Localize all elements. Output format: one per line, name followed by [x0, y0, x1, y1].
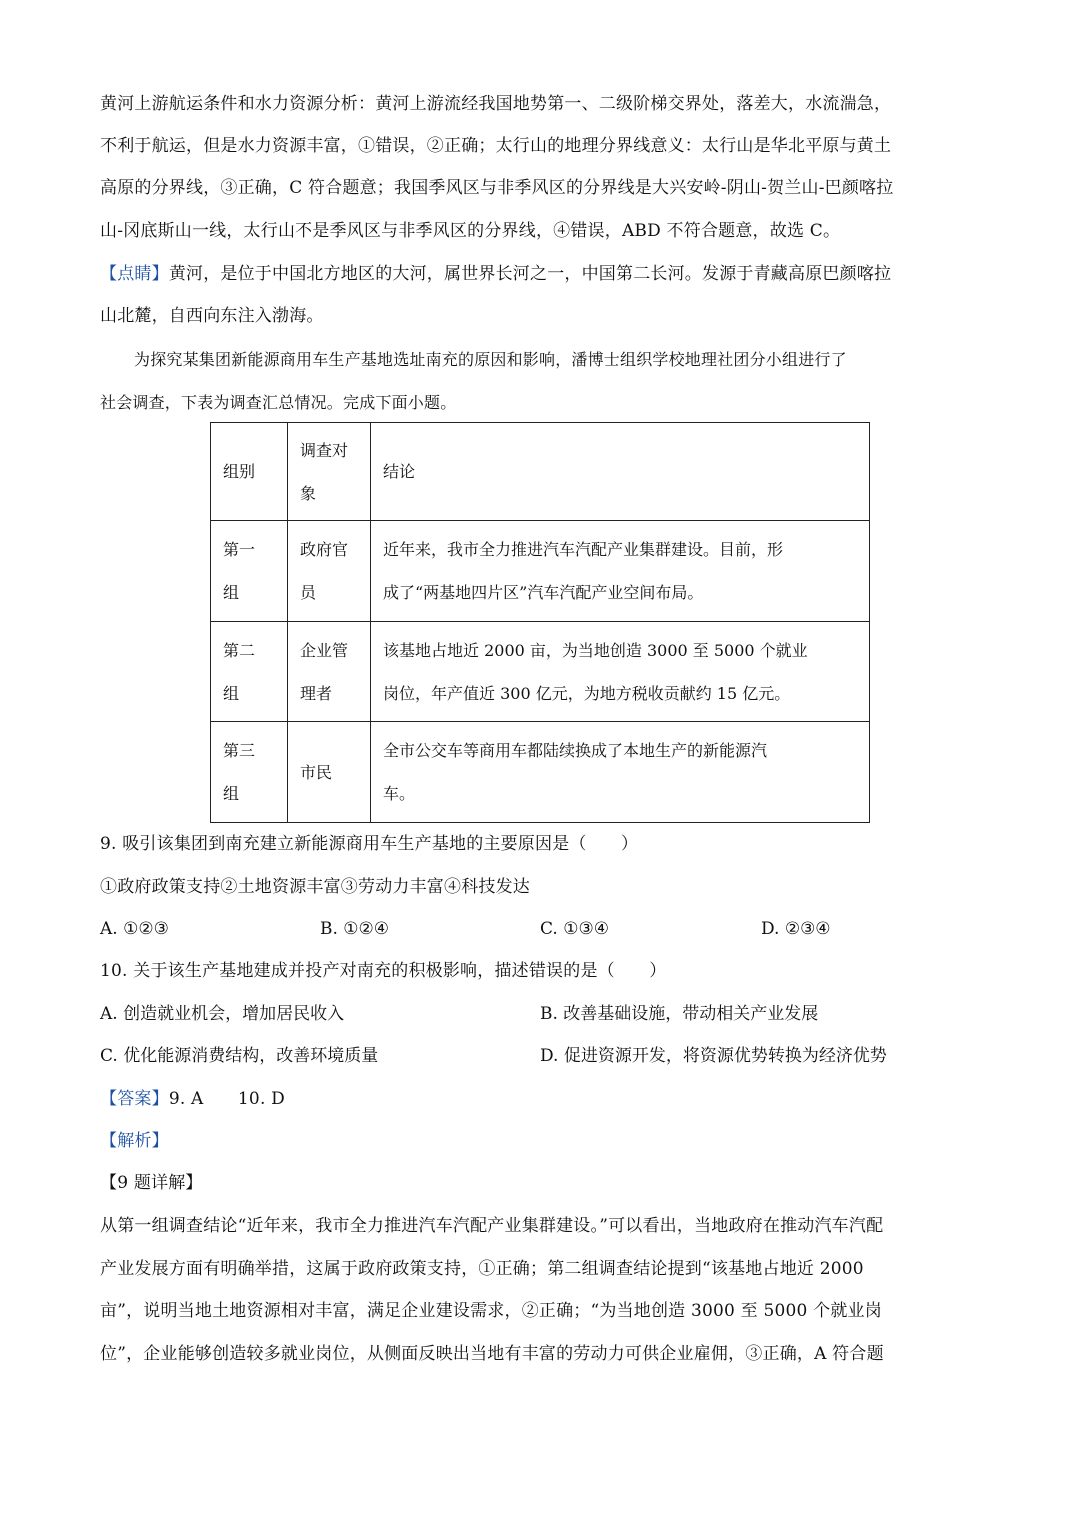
row-group-line: 组: [223, 683, 240, 703]
row-conclusion: [371, 622, 870, 722]
header-target-line: 调查对: [300, 440, 349, 460]
q9-option-a: A. ①②③: [100, 919, 169, 939]
row-group-line: 组: [223, 583, 240, 602]
detail-label: 【9 题详解】: [100, 1173, 203, 1193]
row-group-line: 第二: [223, 640, 256, 660]
q9-stem: 9. 吸引该集团到南充建立新能源商用车生产基地的主要原因是（ ）: [100, 834, 639, 854]
row-conclusion: [371, 521, 870, 622]
table-row: [211, 622, 870, 722]
row-group: [211, 722, 288, 823]
table-header-row: [211, 423, 870, 521]
row-target-line: 员: [300, 583, 317, 602]
row-conclusion: [371, 722, 870, 823]
row-group-line: 第三: [223, 741, 256, 760]
survey-table: [210, 422, 870, 823]
row-target-line: 政府官: [300, 540, 349, 559]
row-target-line: 理者: [300, 683, 333, 703]
row-conclusion-line: 车。: [383, 784, 416, 803]
row-group: [211, 521, 288, 622]
q10-option-c: C. 优化能源消费结构，改善环境质量: [100, 1046, 379, 1066]
note-line: 山北麓，自西向东注入渤海。: [100, 306, 324, 326]
q10-stem: 10. 关于该生产基地建成并投产对南充的积极影响，描述错误的是（ ）: [100, 961, 667, 981]
header-conclusion: 结论: [371, 423, 870, 521]
intro-line: 为探究某集团新能源商用车生产基地选址南充的原因和影响，潘博士组织学校地理社团分小组进行了: [134, 350, 847, 369]
header-target-line: 象: [300, 483, 317, 503]
row-conclusion-line: 成了“两基地四片区”汽车汽配产业空间布局。: [383, 583, 704, 602]
detail-line: 亩”，说明当地土地资源相对丰富，满足企业建设需求，②正确；“为当地创造 3000 至 5000 个就业岗: [100, 1301, 882, 1321]
table-row: [211, 521, 870, 622]
paragraph-line: 山-冈底斯山一线，太行山不是季风区与非季风区的分界线，④错误，ABD 不符合题意，故选 C。: [100, 221, 841, 241]
header-group: 组别: [211, 423, 288, 521]
note-label: 【点睛】: [100, 264, 169, 284]
q9-option-b: B. ①②④: [320, 919, 390, 939]
q9-option-c: C. ①③④: [540, 919, 609, 939]
row-group-line: 组: [223, 784, 240, 803]
row-group: [211, 622, 288, 722]
header-target: [288, 423, 371, 521]
paragraph-line: 黄河上游航运条件和水力资源分析：黄河上游流经我国地势第一、二级阶梯交界处，落差大，水流湍急，: [100, 94, 892, 114]
table-row: [211, 722, 870, 823]
row-target: [288, 521, 371, 622]
row-conclusion-line: 岗位，年产值近 300 亿元，为地方税收贡献约 15 亿元。: [383, 683, 791, 703]
answer-text: 9. A 10. D: [168, 1089, 285, 1109]
intro-line: 社会调查，下表为调查汇总情况。完成下面小题。: [100, 393, 457, 412]
note-text: 黄河，是位于中国北方地区的大河，属世界长河之一，中国第二长河。发源于青藏高原巴颜喀拉: [168, 264, 892, 284]
row-conclusion-line: 近年来，我市全力推进汽车汽配产业集群建设。目前，形: [383, 540, 784, 559]
row-target: [288, 622, 371, 722]
row-conclusion-line: 该基地占地近 2000 亩，为当地创造 3000 至 5000 个就业: [383, 640, 808, 660]
answer-line: [100, 1087, 985, 1111]
answer-label: 【答案】: [100, 1089, 169, 1109]
detail-line: 从第一组调查结论“近年来，我市全力推进汽车汽配产业集群建设。”可以看出，当地政府在推动汽车汽配: [100, 1216, 884, 1236]
paragraph-line: 不利于航运，但是水力资源丰富，①错误，②正确；太行山的地理分界线意义：太行山是华北平原与黄土: [100, 136, 892, 156]
detail-line: 位”，企业能够创造较多就业岗位，从侧面反映出当地有丰富的劳动力可供企业雇佣，③正确，A 符合题: [100, 1344, 884, 1364]
q9-option-d: D. ②③④: [761, 919, 831, 939]
analysis-label: 【解析】: [100, 1131, 169, 1151]
paragraph-line: 高原的分界线，③正确，C 符合题意；我国季风区与非季风区的分界线是大兴安岭-阴山-贺兰山-巴颜喀拉: [100, 178, 894, 198]
q9-items: ①政府政策支持②土地资源丰富③劳动力丰富④科技发达: [100, 877, 530, 897]
q10-option-d: D. 促进资源开发，将资源优势转换为经济优势: [540, 1046, 887, 1066]
row-conclusion-line: 全市公交车等商用车都陆续换成了本地生产的新能源汽: [383, 741, 768, 760]
q10-option-b: B. 改善基础设施，带动相关产业发展: [540, 1004, 819, 1024]
note-line: [100, 262, 985, 286]
row-target-line: 企业管: [300, 640, 349, 660]
row-target: 市民: [288, 722, 371, 823]
q10-option-a: A. 创造就业机会，增加居民收入: [100, 1004, 345, 1024]
detail-line: 产业发展方面有明确举措，这属于政府政策支持，①正确；第二组调查结论提到“该基地占地近 2000: [100, 1259, 864, 1279]
row-group-line: 第一: [223, 540, 256, 559]
